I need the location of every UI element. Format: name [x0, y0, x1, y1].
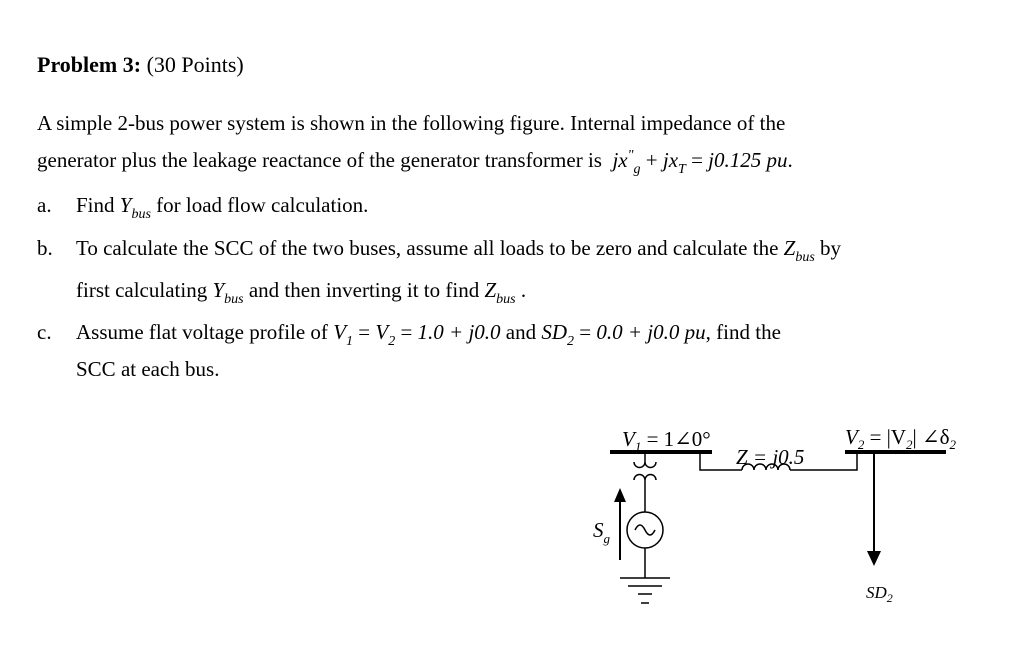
problem-points: (30 Points) [146, 52, 244, 77]
intro-formula: $jx^"_g + jx_T = j0.125$ pu. [612, 148, 793, 177]
item-b-label: b. [37, 236, 53, 260]
z-bus-symbol-2: $Z_{bus}$ [484, 278, 516, 307]
y-bus-symbol-2: $Y_{bus}$ [212, 278, 244, 307]
sd2-label: SD2 [866, 583, 893, 605]
item-a-text: Find $Y_{bus}$ for load flow calculation. [76, 193, 369, 222]
sd2-formula: $SD_2 = 0.0 + j0.0$ pu [541, 320, 706, 349]
intro-line-2-text: generator plus the leakage reactance of the generator transformer is [37, 148, 602, 172]
z-bus-symbol: $Z_{bus}$ [783, 236, 815, 265]
item-b-line-1: To calculate the SCC of the two buses, assume all loads to be zero and calculate the $Z_{bus}$ by [76, 236, 842, 265]
problem-label: Problem 3: [37, 52, 142, 77]
item-a-label: a. [37, 193, 52, 217]
flat-voltage-formula: $V_1 = V_2 = 1.0 + j0.0$ [333, 320, 501, 349]
item-c-label: c. [37, 320, 52, 344]
item-b-line-2: first calculating $Y_{bus}$ and then inverting it to find $Z_{bus}$ . [76, 278, 527, 307]
transformer-secondary-icon [634, 475, 656, 481]
item-c-line-1: Assume flat voltage profile of $V_1 = V_2 = 1.0 + j0.0$ and $SD_2 = 0.0 + j0.0$ pu, find the [76, 320, 781, 349]
transformer-primary-icon [634, 462, 656, 468]
generator-sine-icon [635, 525, 655, 535]
intro-line-1: A simple 2-bus power system is shown in the following figure. Internal impedance of the [37, 111, 786, 135]
y-bus-symbol: $Y_{bus}$ [119, 193, 151, 222]
impedance-label: Z = j0.5 [736, 445, 805, 469]
v2-label: $V_2 = |V_2|$ $\angle\delta_2$ [845, 425, 956, 452]
v1-label: $V_1$ = 1∠0° [622, 427, 711, 454]
item-c-line-2: SCC at each bus. [76, 357, 220, 381]
sg-label: $S_g$ [593, 518, 610, 546]
